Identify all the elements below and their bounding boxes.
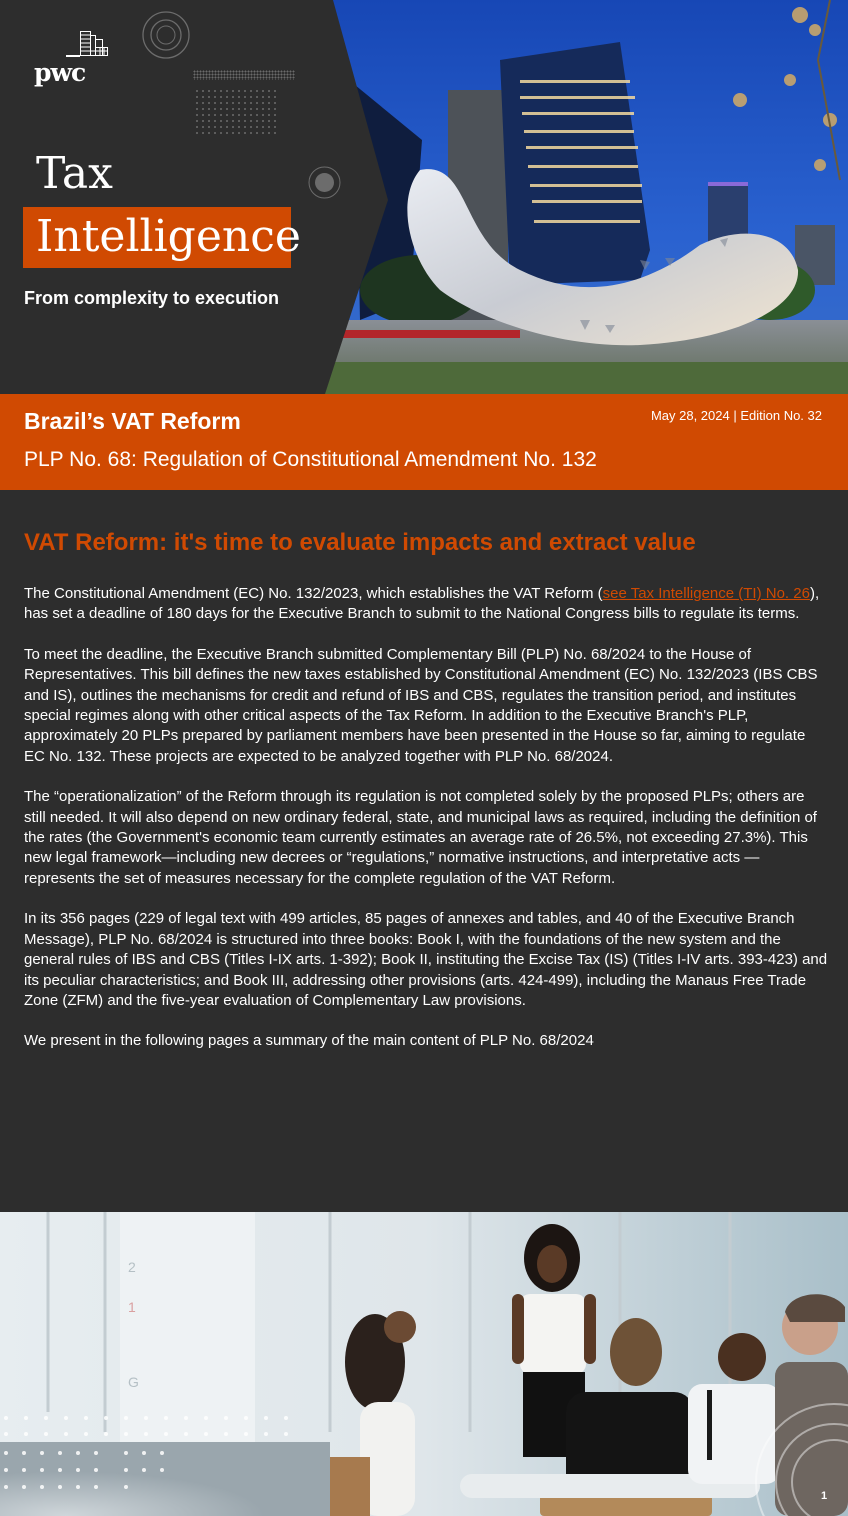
svg-text:1: 1 (128, 1299, 136, 1315)
tagline: From complexity to execution (24, 288, 280, 308)
svg-text:2: 2 (128, 1259, 136, 1275)
paragraph-operationalization: The “operationalization” of the Reform through its regulation is not completed solely by the proposed PLPs; others are still needed. It will also depend on new ordinary federal, state, and municipal laws as required, including the definition of the rates (the Government's economic team currently estimates an average rate of 26.5%, not exceeding 27.3%). This new legal framework—including new decrees or “regulations,” normative instructions, and interpretative acts — represents the set of measures necessary for the complete regulation of the VAT Reform. (24, 788, 817, 887)
publication-title-tax: Tax (36, 148, 113, 199)
cover-header (0, 0, 848, 394)
paragraph-text: The Constitutional Amendment (EC) No. 132/2023, which establishes the VAT Reform ( (24, 585, 603, 602)
paragraph-plp-submission: To meet the deadline, the Executive Branch submitted Complementary Bill (PLP) No. 68/2024 to the House of Representatives. This bill defines the new taxes established by Constitutional Amendment (EC) No. 132/2023 (IBS CBS and IS), outlines the mechanisms for credit and refund of IBS and CBS, regulates the transition period, and institutes special regimes along with other critical aspects of the Tax Reform. In addition to the Executive Branch's PLP, approximately 20 PLPs prepared by parliament members have been presented in the House so far, aiming to regulate EC No. 132. These projects are expected to be analyzed together with PLP No. 68/2024. (24, 645, 818, 765)
pwc-wordmark: pwc (34, 58, 86, 87)
article-headline: VAT Reform: it's time to evaluate impacts and extract value (24, 529, 696, 556)
dot-grid-decoration (194, 88, 276, 134)
paragraph-intro (24, 584, 830, 625)
publication-title-intelligence: Intelligence (36, 211, 301, 262)
issue-date-edition: May 28, 2024 | Edition No. 32 (650, 408, 822, 423)
page-number: 1 (821, 1490, 828, 1502)
paragraph-summary-intro: We present in the following pages a summary of the main content of PLP No. 68/2024 (24, 1032, 594, 1050)
paragraph-text: ), has set a deadline of 180 days for the Executive Branch to submit to the National Congress bills to regulate its terms. (24, 585, 820, 623)
article-body (24, 528, 830, 1072)
issue-subtitle: PLP No. 68: Regulation of Constitutional Amendment No. 132 (24, 448, 597, 471)
dot-grid-decoration (193, 70, 295, 80)
header-dark-chevron-panel (0, 0, 848, 394)
paragraph-structure: In its 356 pages (229 of legal text with 499 articles, 85 pages of annexes and tables, and 40 of the Executive Branch Message), PLP No. 68/2024 is structured into three books: Book I, with the foundations of the new system and the general rules of IBS and CBS (Titles I-IX arts. 1-392); Book II, instituting the Excise Tax (IS) (Titles I-IV arts. 393-423) and its peculiar characteristics; and Book III, addressing other provisions (arts. 424-499), including the Manaus Free Trade Zone (ZFM) and the five-year evaluation of Complementary Law provisions. (24, 910, 828, 1009)
tax-intelligence-26-link[interactable]: see Tax Intelligence (TI) No. 26 (602, 585, 810, 602)
meeting-photo (0, 1212, 848, 1516)
ring-dot-decoration-icon (308, 166, 341, 199)
issue-banner (0, 394, 848, 490)
svg-text:G: G (128, 1374, 139, 1390)
issue-title: Brazil’s VAT Reform (24, 408, 241, 434)
concentric-rings-decoration-icon (141, 10, 191, 60)
